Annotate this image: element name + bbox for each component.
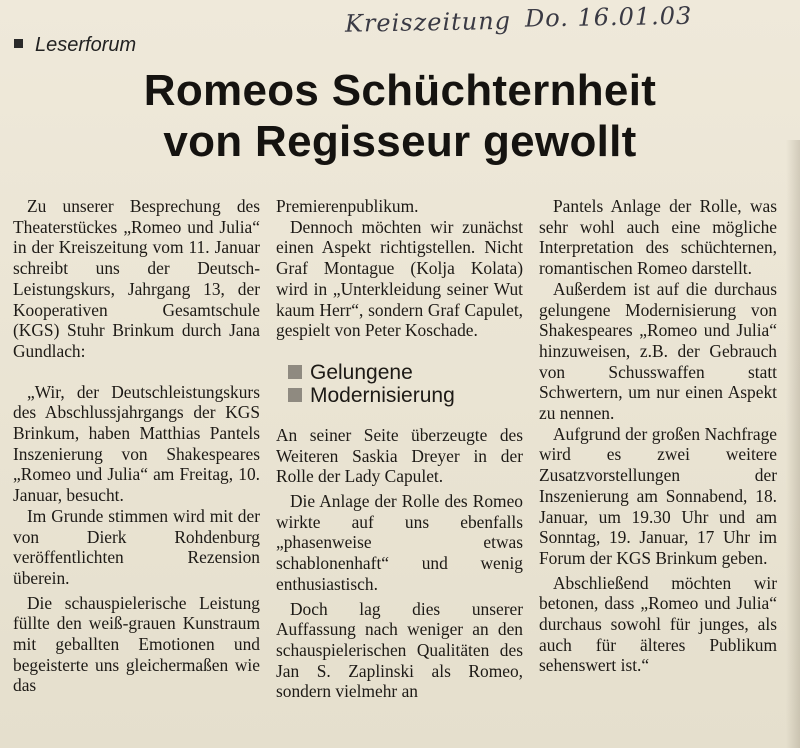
- paragraph: Außerdem ist auf die durchaus gelungene Modernisierung von Shakespeares „Romeo und Julia“ hinzuweisen, z.B. der Gebrauch von Schusswaffen statt Schwertern, um nur einen Aspekt zu nennen.: [539, 278, 777, 424]
- subhead-square-icon: [288, 365, 302, 379]
- paragraph: „Wir, der Deutschleistungskurs des Abschlussjahrgangs der KGS Brinkum, haben Matthias Pantels Inszenierung von Shakespeares „Romeo und Julia“ am Freitag, 10. Januar, besucht.: [13, 381, 260, 506]
- headline-line-1: Romeos Schüchternheit: [143, 66, 657, 115]
- column-3: [539, 196, 777, 676]
- paragraph: Premierenpublikum.: [276, 196, 419, 216]
- paragraph: Pantels Anlage der Rolle, was sehr wohl auch eine mögliche Interpretation des schüchternen, romantischen Romeo darstellt.: [539, 196, 777, 279]
- bullet-square-icon: [14, 39, 23, 48]
- paragraph: Zu unserer Besprechung des Theaterstückes „Romeo und Julia“ in der Kreiszeitung vom 11. Januar schreibt uns der Deutsch-Leistungskurs, Jahrgang 13, der Kooperativen Gesamtschule (KGS) Stuhr Brinkum durch Jana Gundlach:: [13, 196, 260, 361]
- paragraph: An seiner Seite überzeugte des Weiteren Saskia Dreyer in der Rolle der Lady Capulet.: [276, 424, 523, 487]
- paragraph: Die schauspielerische Leistung füllte den weiß-grauen Kunstraum mit geballten Emotionen und begeisterte uns gleichermaßen wie das: [13, 592, 260, 696]
- handwritten-source: Kreiszeitung: [344, 6, 512, 38]
- handwritten-date: Do. 16.01.03: [524, 1, 693, 33]
- subheading-line-2: Modernisierung: [310, 383, 455, 407]
- column-2: [276, 196, 523, 702]
- paragraph: Dennoch möchten wir zunächst einen Aspekt richtigstellen. Nicht Graf Montague (Kolja Kolata) wird in „Unterkleidung seiner Wut kaum Herr“, sondern Graf Capulet, gespielt von Peter Koschade.: [276, 216, 523, 341]
- section-label: [14, 34, 136, 57]
- section-label-text: Leserforum: [35, 34, 137, 56]
- subheading-line-1: Gelungene: [310, 360, 413, 384]
- paragraph: Aufgrund der großen Nachfrage wird es zwei weitere Zusatzvorstellungen der Inszenierung am Sonnabend, 18. Januar, um 19.30 Uhr und am Sonntag, 19. Januar, 17 Uhr im Forum der KGS Brinkum geben.: [539, 423, 777, 568]
- column-1: [13, 196, 260, 696]
- paragraph: Abschließend möchten wir betonen, dass „Romeo und Julia“ durchaus sowohl für junges, als auch für älteres Publikum sehenswert ist.“: [539, 572, 777, 676]
- handwritten-note: [345, 0, 776, 46]
- paragraph: Doch lag dies unserer Auffassung nach weniger an den schauspielerischen Qualitäten des Jan S. Zaplinski als Romeo, sondern vielmehr an: [276, 598, 523, 702]
- paragraph: Die Anlage der Rolle des Romeo wirkte auf uns ebenfalls „phasenweise etwas schablonenhaft“ und wenig enthusiastisch.: [276, 491, 523, 594]
- subheading: [310, 361, 523, 407]
- headline-line-2: von Regisseur gewollt: [163, 117, 637, 166]
- paragraph: Im Grunde stimmen wird mit der von Dierk Rohdenburg veröffentlichten Rezension überein.: [13, 505, 260, 588]
- page-edge-shadow: [786, 140, 800, 748]
- subhead-square-icon: [288, 388, 302, 402]
